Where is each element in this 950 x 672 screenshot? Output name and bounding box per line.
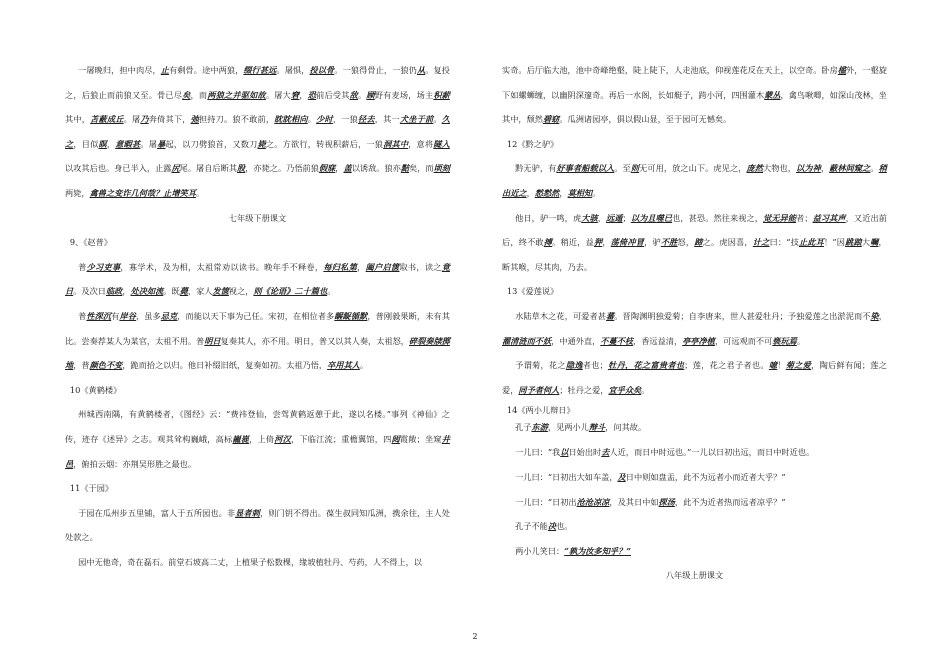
emphasized-term: 尻 (171, 163, 180, 174)
paragraph-liangxiaoer-4 (502, 490, 887, 515)
text-run: 。既 (163, 286, 180, 297)
text-run: 。 (359, 360, 369, 371)
emphasized-term: 㘎 (870, 237, 879, 248)
emphasized-term: 每归私第 (323, 261, 358, 272)
emphasized-term: 冒 (635, 237, 645, 248)
paragraph-liangxiaoer-6 (502, 539, 887, 564)
paragraph-liangxiaoer-1 (502, 418, 887, 436)
text-run: 以诱敌。狼亦 (351, 163, 401, 174)
emphasized-term: 以为神 (796, 163, 821, 174)
text-run: 。 (196, 187, 205, 198)
text-run: ， (106, 138, 116, 149)
text-run: ， (357, 261, 366, 272)
emphasized-term: 假寐 (318, 163, 336, 174)
text-run: ，目似 (73, 138, 99, 149)
text-run: 者； (796, 212, 813, 223)
text-run: 霞敞；坐窥 (399, 433, 442, 444)
text-run: ， (299, 89, 308, 100)
text-run: 矣，而 (409, 163, 434, 174)
text-run: ，可远观而不可 (714, 335, 773, 346)
paragraph-huanghelou (65, 402, 450, 476)
text-run: 他日，驴一鸣，虎 (515, 212, 582, 223)
emphasized-term: 碧窈 (542, 114, 560, 125)
emphasized-term: 不蔓不枝 (600, 335, 634, 346)
left-column (65, 58, 450, 574)
emphasized-term: 恐 (307, 89, 317, 100)
text-run: 野有麦场，场主 (374, 89, 434, 100)
emphasized-term: 益习其声 (812, 212, 846, 223)
emphasized-term: 辩斗 (588, 422, 606, 433)
emphasized-term: “孰为汝多知乎？” (564, 545, 631, 556)
emphasized-term: 龌龊 (334, 310, 351, 321)
text-run: 予谓菊，花之 (515, 360, 566, 371)
text-run: 之。方欲行，转视积薪后，一狼 (265, 138, 384, 149)
emphasized-term: 亵玩焉 (772, 335, 797, 346)
text-run: 。至 (614, 163, 631, 174)
paragraph-liangxiaoer-3 (502, 465, 887, 490)
emphasized-term: 瞑 (98, 138, 107, 149)
emphasized-term: 敌 (349, 89, 358, 100)
text-run: 日中则如盘盂，此不为远者小而近者大乎？” (625, 471, 786, 482)
text-run: 有 (111, 310, 120, 321)
text-run: ，此不为近者热而远者凉乎？” (674, 496, 786, 507)
emphasized-term: 顷刻 (433, 163, 450, 174)
emphasized-term: 东游 (531, 422, 548, 433)
text-run: 两小儿笑曰： (515, 545, 565, 556)
emphasized-term: 井邑 (65, 433, 450, 469)
text-run: ，俯拍云烟：亦荆吴形胜之最也。 (73, 458, 197, 469)
text-run: 。 (307, 114, 317, 125)
text-run: 。屠 (123, 114, 141, 125)
emphasized-term: 暴 (157, 138, 166, 149)
paragraph-qianzhilv-2 (502, 206, 887, 280)
text-run: 黔无驴，有 (515, 163, 557, 174)
emphasized-term: 矣 (182, 89, 191, 100)
text-run: 者也； (582, 360, 608, 371)
text-run: ；莲，花之君子者也。 (684, 360, 769, 371)
text-run: 一屠晚归，担中肉尽， (78, 65, 161, 75)
emphasized-term: 荡 (610, 237, 620, 248)
emphasized-term: 觉无异能 (763, 212, 797, 223)
emphasized-term: 竟日 (65, 261, 450, 297)
emphasized-term: 明日 (204, 335, 221, 346)
emphasized-term: 黠 (400, 163, 410, 174)
emphasized-term: 碎裂奏牍掷地 (65, 335, 450, 371)
text-run: ， (820, 163, 830, 174)
text-run: ，禽鸟啾唧，如深山茂林，坐其中，颓然 (502, 89, 887, 125)
text-run: 担持刀。狼不敢前， (198, 114, 275, 125)
text-run: ，及其日中如 (609, 496, 659, 507)
heading-zhaopu: 9、《赵普》 (69, 237, 112, 248)
emphasized-term: 处决如流 (130, 286, 164, 297)
text-run: ， (335, 163, 344, 174)
emphasized-term: 隧入 (433, 138, 450, 149)
text-run: ，下临江流；重檐翼馆，四 (291, 433, 392, 444)
text-run: ，普 (73, 360, 90, 371)
emphasized-term: 犬坐于前 (399, 114, 434, 125)
text-run: 。 (592, 187, 601, 198)
paragraph-liangxiaoer-5 (502, 514, 887, 539)
emphasized-term: 性深沉 (86, 310, 112, 321)
emphasized-term: 决 (547, 521, 557, 532)
emphasized-term: 大骇 (581, 212, 598, 223)
heading-huanghelou: 10《黄鹤楼》 (69, 384, 122, 395)
emphasized-term: 弛 (190, 114, 199, 125)
emphasized-term: 止 (160, 65, 170, 75)
paragraph-yuyuan-2 (65, 550, 450, 575)
emphasized-term: 噫 (768, 360, 778, 371)
emphasized-term: 显者刺 (235, 507, 260, 518)
text-run: 实奇。后厅临大池，池中奇峰绝壑，陡上陡下，人走池底，仰视莲花反在天上，以空奇。卧房 (502, 65, 838, 75)
text-run: 一儿曰：“我 (515, 447, 561, 458)
text-run: ，意将 (408, 138, 434, 149)
text-run: 普 (78, 310, 87, 321)
emphasized-term: 染 (870, 310, 879, 321)
emphasized-term: 积薪 (433, 89, 450, 100)
emphasized-term: 槛 (837, 65, 847, 75)
emphasized-term: 船载以入 (581, 163, 615, 174)
text-run: ；牡丹之爱， (559, 384, 609, 395)
heading-ailianshuo: 13《爱莲说》 (506, 286, 559, 297)
text-run: 孔子 (515, 422, 532, 433)
emphasized-term: 冲 (627, 237, 636, 248)
text-run: ，驴 (644, 237, 661, 248)
text-run: 之。虎因喜， (702, 237, 753, 248)
text-run: ，其一 (374, 114, 400, 125)
text-run: 。稍近，益 (552, 237, 594, 248)
text-run: 。一狼得骨止，一狼仍 (334, 65, 417, 75)
text-run: 曰：“技 (769, 237, 799, 248)
emphasized-term: 苫蔽成丘 (90, 114, 124, 125)
emphasized-term: 探汤 (658, 496, 675, 507)
text-run: 也。 (556, 521, 573, 532)
emphasized-term: 以为且噬已 (630, 212, 673, 223)
emphasized-term: 投以骨 (309, 65, 335, 75)
emphasized-term: 忌克 (160, 310, 178, 321)
text-run: 两毙， (65, 187, 90, 198)
text-run: 前后受其 (316, 89, 350, 100)
text-run: 其中， (65, 114, 91, 125)
text-run: ，陶后鲜有闻；莲之爱， (502, 360, 887, 395)
text-run: 人近，而日中时远也。”一儿以日初出远，而日中时近也。 (609, 447, 815, 458)
emphasized-term: 不胜 (660, 237, 678, 248)
text-run: 。 (796, 335, 806, 346)
emphasized-term: 顾 (366, 89, 375, 100)
emphasized-term: 牡丹，花之富贵者也 (607, 360, 685, 371)
page-number: 2 (472, 632, 478, 641)
text-run: 。复投之，后狼止而前狼又至。骨已尽 (65, 65, 450, 100)
emphasized-term: 以 (560, 447, 569, 458)
text-run: ，中通外直， (551, 335, 601, 346)
emphasized-term: 洞其中 (383, 138, 409, 149)
emphasized-term: 沧沧凉凉 (576, 496, 610, 507)
text-run: ，问其故。 (605, 422, 647, 433)
text-run: ！”因 (824, 237, 846, 248)
emphasized-term: 临政 (105, 286, 123, 297)
emphasized-term: 远遁 (606, 212, 623, 223)
text-run: ， (597, 212, 607, 223)
text-run: 一儿曰：“日初出 (515, 496, 577, 507)
emphasized-term: 计之 (752, 237, 770, 248)
emphasized-term: 颜色不变 (89, 360, 123, 371)
text-run: 外，一壑旋下如螺蛳缠，以幽阴深邃奇。再后一水阁，长如艇子，跨小河，四围灌木 (502, 65, 887, 100)
text-run: ，见两小儿 (547, 422, 589, 433)
emphasized-term: 乃 (140, 114, 149, 125)
emphasized-term: 窘 (291, 89, 300, 100)
paragraph-yuyuan-1 (65, 501, 450, 550)
text-run: 。 (870, 163, 879, 174)
emphasized-term: 久之 (65, 114, 450, 149)
emphasized-term: 发箧 (212, 286, 229, 297)
emphasized-term: 薨 (179, 286, 188, 297)
heading-liangxiaoer: 14《两小儿辩日》 (506, 405, 575, 416)
text-run: 。晋陶渊明独爱菊；自李唐来，世人甚爱牡丹；予独爱莲之出淤泥而不 (614, 310, 871, 321)
text-run: ； (622, 212, 631, 223)
emphasized-term: 眈眈相向 (274, 114, 308, 125)
section-title: 七年级下册课文 (228, 212, 287, 223)
text-run: 奔倚其下， (148, 114, 191, 125)
text-run: 起，以刀劈狼首，又数刀 (165, 138, 258, 149)
paragraph-qianzhilv-1 (502, 156, 887, 205)
emphasized-term: 止此耳 (798, 237, 825, 248)
text-run: ，而能以天下事为己任。宋初，在相位者多 (177, 310, 335, 321)
text-run: ，普刚毅果断，未有其比。尝奏荐某人为某官，太祖不用。普 (65, 310, 450, 346)
text-run: 。屠 (140, 138, 158, 149)
text-run: 也，甚恐。然往来视之， (672, 212, 764, 223)
text-run: 普 (78, 261, 87, 272)
text-run: ，断其喉，尽其肉，乃去。 (502, 237, 887, 272)
emphasized-term: 缀行甚远 (243, 65, 277, 75)
text-run: 。瓜洲诸园亭，俱以假山显，至于园可无憾矣。 (559, 114, 732, 125)
emphasized-term: 巃嵸 (232, 433, 250, 444)
text-run: ，上倚 (249, 433, 275, 444)
text-run: 。及次日 (73, 286, 106, 297)
emphasized-term: 卒用其人 (327, 360, 360, 371)
emphasized-term: 隐逸 (565, 360, 583, 371)
emphasized-term: 岸谷 (119, 310, 136, 321)
emphasized-term: 盖 (343, 163, 352, 174)
text-run: 一儿曰：“日初出大如车盖， (515, 471, 618, 482)
emphasized-term: 两狼之并驱如故 (207, 89, 266, 100)
emphasized-term: 从 (416, 65, 426, 75)
paragraph-yuyuan-3 (502, 58, 887, 132)
emphasized-term: 径去 (357, 114, 375, 125)
text-run: ，寡学术，及为相，太祖常劝以读书。晚年手不释卷， (120, 261, 324, 272)
emphasized-term: 则《论语》二十篇也 (253, 286, 328, 297)
text-run: 有剩骨。途中两狼， (169, 65, 244, 75)
text-run: 。屠大 (265, 89, 291, 100)
emphasized-term: 意暇甚 (115, 138, 141, 149)
text-run: 于园在瓜州步五里铺，富人于五所园也。非 (78, 507, 236, 518)
emphasized-term: 稍出近之 (502, 163, 887, 198)
emphasized-term: 蕃 (606, 310, 615, 321)
emphasized-term: 股 (236, 163, 246, 174)
paragraph-lang (65, 58, 450, 206)
right-column (502, 58, 887, 588)
text-run: ，香远益清， (633, 335, 683, 346)
text-run: ， (559, 187, 568, 198)
emphasized-term: 搏 (543, 237, 553, 248)
heading-yuyuan: 11《于园》 (69, 483, 114, 494)
text-run: ，亦毙之。乃悟前狼 (245, 163, 319, 174)
heading-qianzhilv: 12《黔之驴》 (506, 138, 559, 149)
paragraph-zhaopu-1 (65, 255, 450, 304)
text-run: 以攻其后也。身已半入，止露 (65, 163, 172, 174)
emphasized-term: 河汉 (274, 433, 292, 444)
text-run: 视之， (228, 286, 254, 297)
emphasized-term: 蔽林间窥之 (829, 163, 871, 174)
text-run: 孔子不能 (515, 521, 548, 532)
emphasized-term: 跳踉 (845, 237, 862, 248)
text-run: 。 (641, 384, 650, 395)
text-run: 大物也， (763, 163, 797, 174)
emphasized-term: 及 (617, 471, 626, 482)
emphasized-term: 少习吏事 (86, 261, 121, 272)
text-run: 。 (357, 89, 367, 100)
text-run: ，而 (190, 89, 208, 100)
text-run: 。 (433, 114, 442, 125)
text-run: 复奏其人，亦不用。明日，普又以其人奏，太祖怒， (220, 335, 410, 346)
text-run: ，则门钥不得出。葆生叔同知瓜洲，携余往，主人处处款之。 (65, 507, 450, 543)
emphasized-term: 濯清涟而不妖 (502, 335, 552, 346)
emphasized-term: 蹄 (694, 237, 703, 248)
text-run: ，一狼 (332, 114, 358, 125)
text-run: 水陆草木之花，可爱者甚 (515, 310, 607, 321)
text-run: 取书，读之 (399, 261, 442, 272)
text-run: ！ (777, 360, 786, 371)
text-run: 怒， (677, 237, 695, 248)
paragraph-ailianshuo-2 (502, 353, 887, 402)
paragraph-liangxiaoer-2 (502, 440, 887, 465)
emphasized-term: 同予者何人 (518, 384, 560, 395)
emphasized-term: 亭亭净植 (682, 335, 715, 346)
text-run: 园中无他奇，奇在磊石。前堂石坡高二丈，上植果子松数棵，缘坡植牡丹、芍药，人不得上，以 (78, 556, 422, 567)
emphasized-term: 去 (601, 447, 610, 458)
emphasized-term: 庞然 (746, 163, 763, 174)
emphasized-term: 好事者 (556, 163, 582, 174)
text-run: ， (602, 237, 611, 248)
section-title-next: 八年级上册课文 (665, 570, 724, 581)
text-run: 州城西南隅，有黄鹤楼者，《图经》云：“费祎登仙，尝驾黄鹤返憩于此，遂以名楼。”事列《神仙》之传，迹存《述异》之志。观其耸构巍峨，高标 (65, 409, 450, 444)
text-run: ， (526, 187, 535, 198)
emphasized-term: 闼 (391, 433, 400, 444)
text-run: ， (878, 310, 887, 321)
text-run: ，跪而拾之以归。他日补缀旧纸，复奏如初。太祖乃悟， (122, 360, 328, 371)
text-run: 尾。屠自后断其 (179, 163, 237, 174)
text-run: 日始出时 (568, 447, 602, 458)
emphasized-term: 莫相知 (567, 187, 593, 198)
emphasized-term: 倚 (619, 237, 628, 248)
text-run: 大 (861, 237, 871, 248)
emphasized-term: 蒙丛 (764, 89, 781, 100)
emphasized-term: 少时 (316, 114, 333, 125)
text-run: ，虽多 (135, 310, 161, 321)
text-run: 。 (327, 286, 336, 297)
text-run: 。屠惧， (276, 65, 310, 75)
emphasized-term: 菊之爱 (785, 360, 812, 371)
emphasized-term: 慭慭然 (534, 187, 560, 198)
text-run: ，家人 (187, 286, 213, 297)
emphasized-term: 则 (630, 163, 640, 174)
text-run: ， (122, 286, 131, 297)
emphasized-term: 禽兽之变诈几何哉？止增笑耳 (89, 187, 197, 198)
emphasized-term: 循默 (350, 310, 368, 321)
text-run: 无可用，放之山下。虎见之， (639, 163, 747, 174)
text-run: ，又近出前后，终不敢 (502, 212, 887, 248)
paragraph-ailianshuo-1 (502, 304, 887, 353)
emphasized-term: 狎 (593, 237, 603, 248)
emphasized-term: 阖户启箧 (365, 261, 400, 272)
emphasized-term: 毙 (257, 138, 266, 149)
paragraph-zhaopu-2 (65, 304, 450, 378)
emphasized-term: 宜乎众矣 (608, 384, 642, 395)
